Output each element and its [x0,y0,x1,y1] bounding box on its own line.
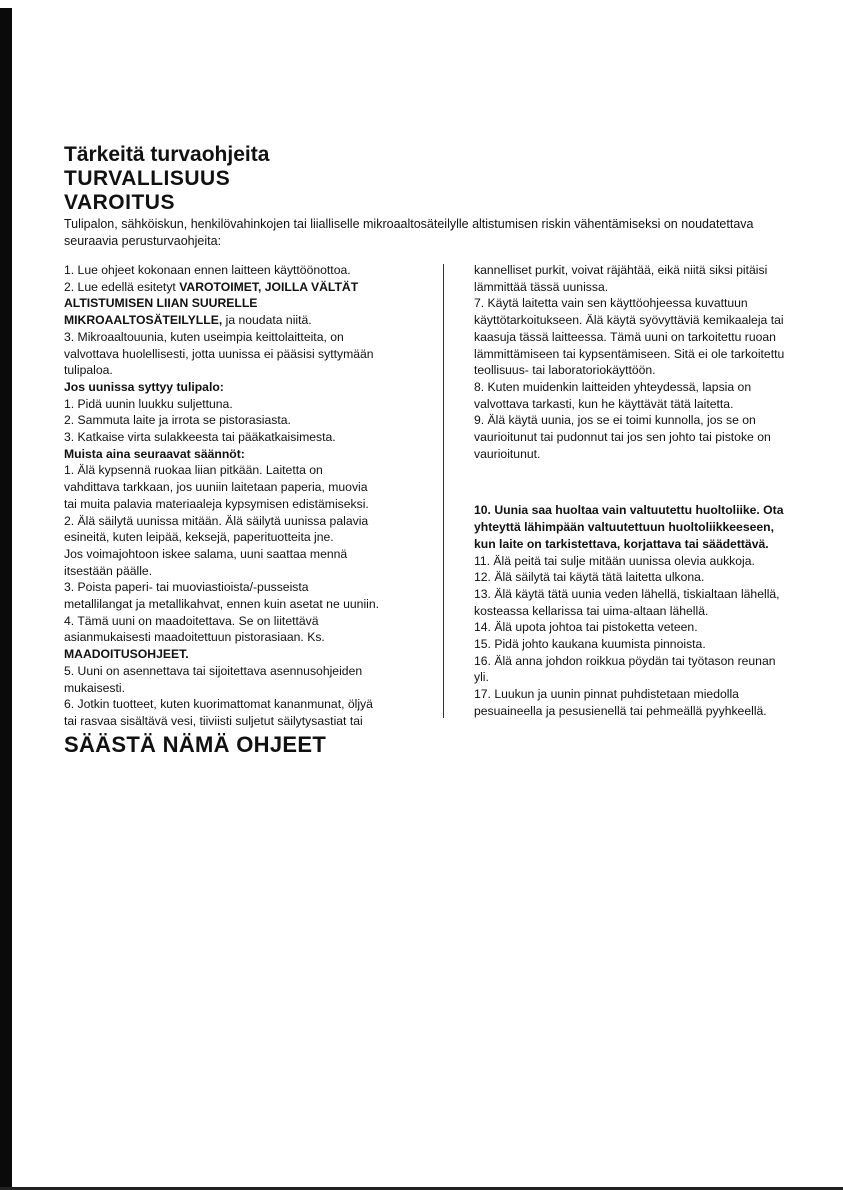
right-column-line: lämmittää tässä uunissa. [474,279,609,294]
left-column-line: 3. Katkaise virta sulakkeesta tai pääkatkaisimesta. [64,430,336,445]
page-title: Tärkeitä turvaohjeita [64,143,270,166]
right-column-line: kannelliset purkit, voivat räjähtää, eikä niitä siksi pitäisi [474,263,768,277]
left-column-line: 1. Älä kypsennä ruokaa liian pitkään. Laitetta on [64,463,323,478]
service-notice-line: kun laite on tarkistettava, korjattava tai säädettävä. [474,536,769,551]
left-column-line: vahdittava tarkkaan, jos uuniin laitetaan paperia, muovia [64,480,368,495]
right-column-line: käyttötarkoitukseen. Älä käytä syövyttäviä kemikaaleja tai [474,313,784,328]
right-column-line: 12. Älä säilytä tai käytä tätä laitetta ulkona. [474,570,705,585]
left-column-line: 2. Sammuta laite ja irrota se pistorasiasta. [64,413,291,428]
left-column-line: 1. Lue ohjeet kokonaan ennen laitteen käyttöönottoa. [64,263,351,277]
right-column-line: 11. Älä peitä tai sulje mitään uunissa olevia aukkoja. [474,553,755,568]
save-instructions-heading: SÄÄSTÄ NÄMÄ OHJEET [64,732,327,757]
intro-line: seuraavia perusturvaohjeita: [64,234,222,248]
left-column-line: 2. Älä säilytä uunissa mitään. Älä säilytä uunissa palavia [64,513,369,528]
right-column-line: 16. Älä anna johdon roikkua pöydän tai työtason reunan [474,653,776,668]
left-column-line: 3. Poista paperi- tai muoviastioista/-pusseista [64,580,309,595]
right-column-line: teollisuus- tai laboratoriokäyttöön. [474,363,656,378]
left-column-line: 1. Pidä uunin luukku suljettuna. [64,396,233,411]
left-column-line: MIKROAALTOSÄTEILYLLE, ja noudata niitä. [64,313,312,328]
right-column-line: 15. Pidä johto kaukana kuumista pinnoista. [474,637,706,652]
right-column-line: 8. Kuten muidenkin laitteiden yhteydessä, lapsia on [474,379,752,394]
left-column-line: 5. Uuni on asennettava tai sijoitettava asennusohjeiden [64,663,363,678]
section-heading-safety: TURVALLISUUS [64,167,231,190]
right-column-line: 14. Älä upota johtoa tai pistoketta veteen. [474,620,698,635]
right-column-line: kaasuja tässä laitteessa. Tämä uuni on tarkoitettu ruoan [474,329,776,344]
right-column-items-b [474,553,834,720]
left-column-line: metallilangat ja metallikahvat, ennen kuin asetat ne uuniin. [64,597,380,612]
service-notice-line: 10. Uunia saa huoltaa vain valtuutettu huoltoliike. Ota [474,503,784,518]
right-column-line: 7. Käytä laitetta vain sen käyttöohjeessa kuvattuun [474,296,748,311]
right-column-line: 13. Älä käytä tätä uunia veden lähellä, tiskialtaan lähellä, [474,586,780,601]
right-column-items-a [474,262,834,462]
right-column-line: kosteassa kellarissa tai uima-altaan lähellä. [474,603,709,618]
right-column-line: valvottava tarkasti, kun he käyttävät tätä laitetta. [474,396,734,411]
service-notice-line: yhteyttä lähimpään valtuutettuun huoltoliikkeeseen, [474,520,775,535]
left-column-line: tai rasvaa sisältävä vesi, tiiviisti suljetut säilytysastiat tai [64,713,363,728]
section-heading-warning: VAROITUS [64,191,175,214]
left-column-line: Muista aina seuraavat säännöt: [64,446,245,461]
right-column-line: vaurioitunut tai pudonnut tai jos sen johto tai pistoke on [474,430,771,445]
left-column-line: itsestään päälle. [64,563,153,578]
left-column-line: 6. Jotkin tuotteet, kuten kuorimattomat kananmunat, öljyä [64,697,373,712]
left-column-line: tai muita palavia materiaaleja kypsymisen edistämiseksi. [64,496,369,511]
right-column-line: yli. [474,670,489,685]
left-column-line: tulipaloa. [64,363,113,378]
service-notice [474,502,834,552]
left-column-line: 4. Tämä uuni on maadoitettava. Se on liitettävä [64,613,319,628]
right-column [474,262,834,720]
right-column-line: vaurioitunut. [474,446,541,461]
intro-paragraph [64,216,834,250]
left-column-line: asianmukaisesti maadoitettuun pistorasiaan. Ks. [64,630,325,645]
left-column [64,262,436,730]
right-column-line: 17. Luukun ja uunin pinnat puhdistetaan miedolla [474,687,739,702]
left-column-line: esineitä, kuten leipää, keksejä, paperituotteita jne. [64,530,334,545]
left-column-line: Jos uunissa syttyy tulipalo: [64,379,224,394]
column-divider [443,264,444,718]
left-column-line: MAADOITUSOHJEET. [64,647,189,662]
left-column-line: ALTISTUMISEN LIIAN SUURELLE [64,296,258,311]
right-column-line: pesuaineella ja pesusienellä tai pehmeällä pyyhkeellä. [474,703,767,718]
right-column-line: 9. Älä käytä uunia, jos se ei toimi kunnolla, jos se on [474,413,756,428]
intro-line: Tulipalon, sähköiskun, henkilövahinkojen tai liialliselle mikroaaltosäteilylle altistumisen riskin vähentämiseksi on noudatettava [64,217,754,231]
scan-edge-bar [0,8,12,1190]
left-column-line: 2. Lue edellä esitetyt VAROTOIMET, JOILLA VÄLTÄT [64,279,359,294]
left-column-line: 3. Mikroaaltouunia, kuten useimpia keittolaitteita, on [64,329,344,344]
left-column-line: valvottava huolellisesti, jotta uunissa ei pääsisi syttymään [64,346,374,361]
right-column-line: lämmittämiseen tai kypsentämiseen. Sitä ei ole tarkoitettu [474,346,785,361]
left-column-line: Jos voimajohtoon iskee salama, uuni saattaa mennä [64,546,348,561]
left-column-line: mukaisesti. [64,680,125,695]
